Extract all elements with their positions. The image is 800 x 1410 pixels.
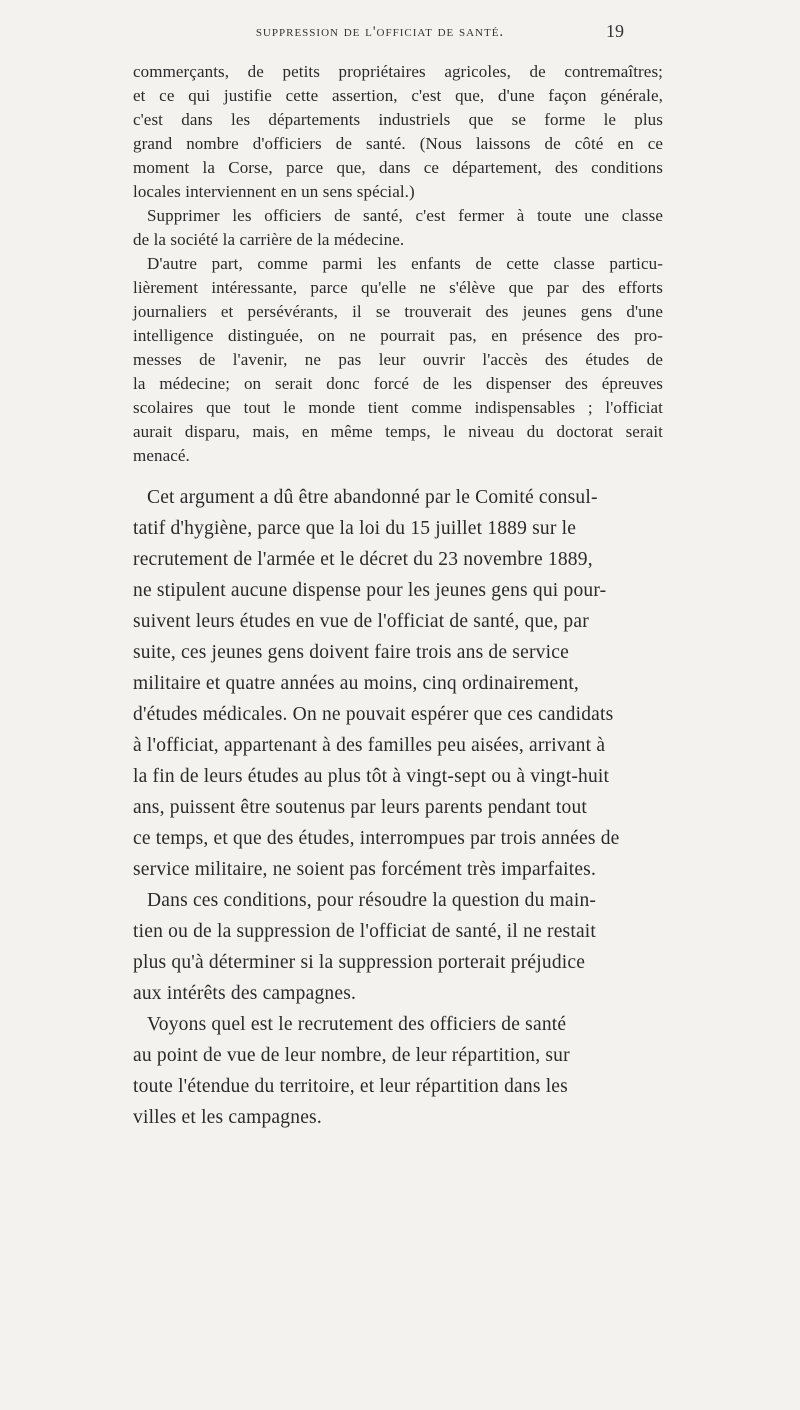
text-line: tatif d'hygiène, parce que la loi du 15 juillet 1889 sur le <box>133 518 577 539</box>
text-line: service militaire, ne soient pas forcément très imparfaites. <box>133 859 597 880</box>
text-line: scolaires que tout le monde tient comme indispensables ; l'officiat <box>133 398 663 417</box>
text-line: militaire et quatre années au moins, cinq ordinairement, <box>133 673 580 694</box>
text-line: ne stipulent aucune dispense pour les jeunes gens qui pour- <box>133 580 607 601</box>
running-title: suppression de l'officiat de santé. <box>255 24 505 40</box>
text-line: Voyons quel est le recrutement des officiers de santé <box>147 1014 567 1035</box>
text-line: lièrement intéressante, parce qu'elle ne s'élève que par des efforts <box>133 278 663 297</box>
text-line: journaliers et persévérants, il se trouverait des jeunes gens d'une <box>133 302 663 321</box>
text-line: toute l'étendue du territoire, et leur répartition dans les <box>133 1076 568 1097</box>
text-line: d'études médicales. On ne pouvait espérer que ces candidats <box>133 704 614 725</box>
text-line: grand nombre d'officiers de santé. (Nous laissons de côté en ce <box>133 134 663 153</box>
text-line: locales interviennent en un sens spécial.) <box>133 182 415 201</box>
text-line: plus qu'à déterminer si la suppression porterait préjudice <box>133 952 586 973</box>
text-line: moment la Corse, parce que, dans ce département, des conditions <box>133 158 663 177</box>
text-line: la fin de leurs études au plus tôt à vingt-sept ou à vingt-huit <box>133 766 610 787</box>
text-line: suivent leurs études en vue de l'officiat de santé, que, par <box>133 611 589 632</box>
text-line: Dans ces conditions, pour résoudre la question du main- <box>147 890 597 911</box>
text-line: menacé. <box>133 446 190 465</box>
text-line: D'autre part, comme parmi les enfants de cette classe particu- <box>147 254 663 273</box>
text-line: à l'officiat, appartenant à des familles peu aisées, arrivant à <box>133 735 606 756</box>
text-line: ce temps, et que des études, interrompues par trois années de <box>133 828 620 849</box>
text-line: suite, ces jeunes gens doivent faire trois ans de service <box>133 642 569 663</box>
text-line: ans, puissent être soutenus par leurs parents pendant tout <box>133 797 588 818</box>
text-line: de la société la carrière de la médecine. <box>133 230 405 249</box>
text-line: aurait disparu, mais, en même temps, le niveau du doctorat serait <box>133 422 663 441</box>
text-line: au point de vue de leur nombre, de leur répartition, sur <box>133 1045 570 1066</box>
text-line: messes de l'avenir, ne pas leur ouvrir l'accès des études de <box>133 350 663 369</box>
text-line: commerçants, de petits propriétaires agricoles, de contremaîtres; <box>133 62 663 81</box>
text-line: la médecine; on serait donc forcé de les dispenser des épreuves <box>133 374 663 393</box>
text-line: villes et les campagnes. <box>133 1107 322 1128</box>
page-number: 19 <box>606 21 624 41</box>
text-line: Cet argument a dû être abandonné par le Comité consul- <box>147 487 598 508</box>
text-line: recrutement de l'armée et le décret du 23 novembre 1889, <box>133 549 593 570</box>
text-line: et ce qui justifie cette assertion, c'est que, d'une façon générale, <box>133 86 663 105</box>
text-line: Supprimer les officiers de santé, c'est fermer à toute une classe <box>147 206 663 225</box>
text-line: intelligence distinguée, on ne pourrait pas, en présence des pro- <box>133 326 663 345</box>
text-line: tien ou de la suppression de l'officiat de santé, il ne restait <box>133 921 597 942</box>
text-line: aux intérêts des campagnes. <box>133 983 357 1004</box>
text-line: c'est dans les départements industriels que se forme le plus <box>133 110 663 129</box>
